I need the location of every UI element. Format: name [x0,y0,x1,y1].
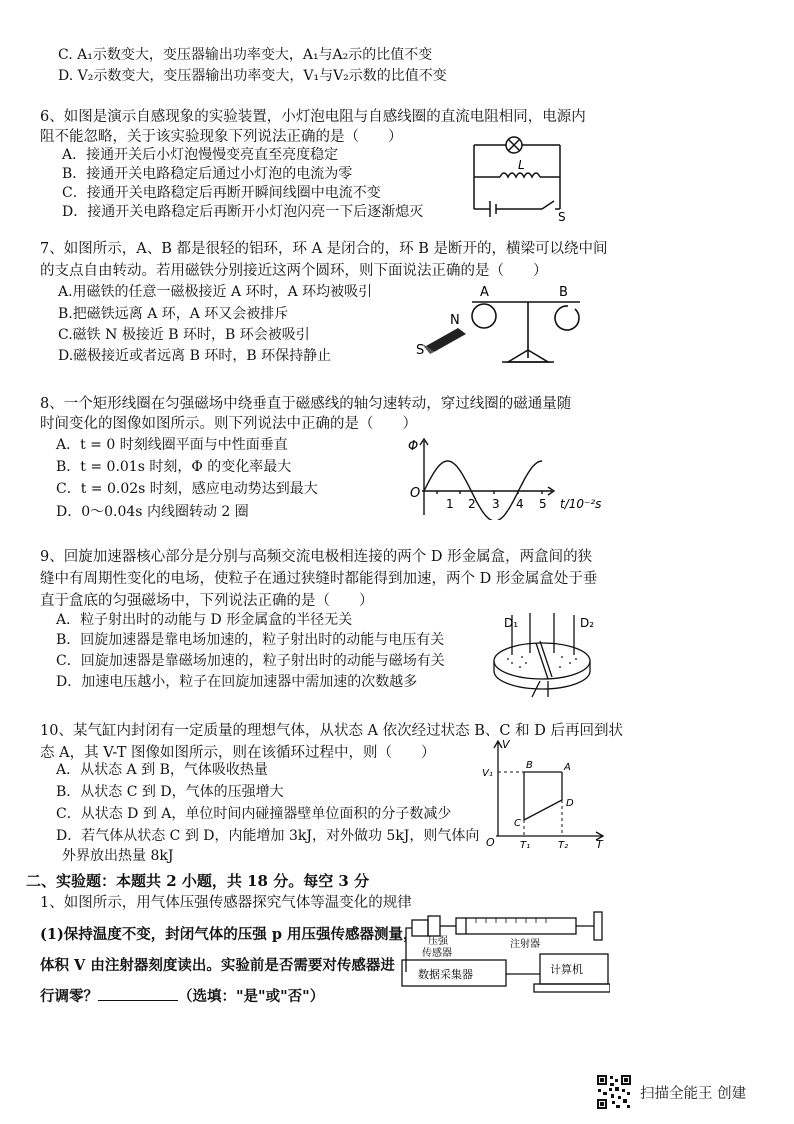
exp1-apparatus-figure [400,900,610,998]
section-2-heading: 二、实验题：本题共 2 小题，共 18 分。每空 3 分 [26,872,370,890]
q8-flux-graph [402,435,612,520]
q9-fig-label-d2: D₂ [580,616,595,630]
q10-fig-v1: V₁ [482,768,493,779]
q8-stem-line1: 8、一个矩形线圈在匀强磁场中绕垂直于磁感线的轴匀速转动，穿过线圈的磁通量随 [40,396,572,412]
q8-ylabel: Φ [408,439,419,454]
q8-tick-3: 3 [492,497,500,511]
exp1-part1-line3 [40,986,324,1007]
q7-rings-figure [412,280,592,370]
q6-stem-line2: 阻不能忽略，关于该实验现象下列说法正确的是（ ） [40,129,403,145]
q7-stem-line2: 的支点自由转动。若用磁铁分别接近这两个圆环，则下面说法正确的是（ ） [40,263,548,279]
exp1-question-text: 行调零？ [40,988,98,1005]
exp1-fig-collector-label: 数据采集器 [418,968,473,981]
q8-option-b: B．t = 0.01s 时刻，Φ 的变化率最大 [56,459,292,475]
q6-circuit-figure [462,127,592,222]
q8-tick-4: 4 [516,497,524,511]
q9-option-b: B．回旋加速器是靠电场加速的，粒子射出时的动能与电压有关 [56,632,445,648]
q9-fig-label-d1: D₁ [504,616,519,630]
prev-option-c: C. A₁示数变大，变压器输出功率变大，A₁与A₂示的比值不变 [58,47,433,63]
q10-option-c: C．从状态 D 到 A，单位时间内碰撞器壁单位面积的分子数减少 [56,806,452,822]
q6-option-d: D．接通开关电路稳定后再断开小灯泡闪亮一下后逐渐熄灭 [62,204,424,220]
q10-stem-line2: 态 A，其 V-T 图像如图所示，则在该循环过程中，则（ ） [40,745,436,761]
exp1-fig-computer-label: 计算机 [550,963,583,976]
q9-stem-line2: 缝中有周期性变化的电场，使粒子在通过狭缝时都能得到加速，两个 D 形金属盒处于垂 [40,571,598,587]
q10-fig-point-a: A [564,762,571,773]
q6-fig-label-l: L [518,158,525,172]
q10-vt-graph [478,736,608,848]
q10-option-b: B．从状态 C 到 D，气体的压强增大 [56,784,284,800]
q8-tick-2: 2 [468,497,476,511]
q10-fig-t1: T₁ [520,840,531,848]
exp1-fig-sensor-label-2: 传感器 [422,948,452,959]
exp1-part1-line2: 体积 V 由注射器刻度读出。实验前是否需要对传感器进 [40,957,395,974]
qr-code-icon [596,1074,632,1110]
exp1-answer-blank[interactable] [98,986,178,1001]
q6-option-c: C．接通开关电路稳定后再断开瞬间线圈中电流不变 [62,185,381,201]
exp1-fig-syringe-label: 注射器 [510,939,540,950]
q7-fig-label-a: A [480,285,489,300]
q7-bar-magnet [422,328,466,354]
q10-fig-axis-v: V [502,738,510,751]
q7-option-d: D.磁极接近或者远离 B 环时，B 环保持静止 [58,348,332,364]
q6-stem-line1: 6、如图是演示自感现象的实验装置，小灯泡电阻与自感线圈的直流电阻相同，电源内 [40,109,586,125]
q8-stem-line2: 时间变化的图像如图所示。则下列说法中正确的是（ ） [40,416,417,432]
q10-option-a: A．从状态 A 到 B，气体吸收热量 [56,762,268,778]
prev-option-d: D. V₂示数变大，变压器输出功率变大，V₁与V₂示数的比值不变 [58,68,447,84]
exp1-stem: 1、如图所示，用气体压强传感器探究气体等温变化的规律 [40,895,412,911]
q7-fig-label-b: B [559,285,568,300]
scanner-brand-text: 扫描全能王 创建 [640,1085,747,1102]
q10-fig-point-b: B [526,760,533,771]
q7-option-b: B.把磁铁远离 A 环，A 环又会被排斥 [58,306,289,322]
q8-tick-5: 5 [539,497,547,511]
q6-fig-label-s: S [558,210,566,222]
q9-cyclotron-figure [482,605,612,700]
exp1-part1-line1: (1)保持温度不变，封闭气体的压强 p 用压强传感器测量， [40,926,418,943]
q9-option-d: D．加速电压越小，粒子在回旋加速器中需加速的次数越多 [56,674,418,690]
exp1-fig-sensor-label-1: 压强 [428,936,448,947]
q8-option-c: C．t = 0.02s 时刻，感应电动势达到最大 [56,481,318,497]
q10-option-d-line1: D．若气体从状态 C 到 D，内能增加 3kJ，对外做功 5kJ，则气体向 [56,828,480,844]
q9-option-c: C．回旋加速器是靠磁场加速的，粒子射出时的动能与磁场有关 [56,653,445,669]
q10-option-d-line2: 外界放出热量 8kJ [62,848,174,864]
q7-option-a: A.用磁铁的任意一磁极接近 A 环时，A 环均被吸引 [58,284,373,300]
q10-stem-line1: 10、某气缸内封闭有一定质量的理想气体，从状态 A 依次经过状态 B、C 和 D 后再回到状 [40,723,623,739]
q8-tick-1: 1 [446,497,454,511]
q10-fig-axis-t: T [596,838,603,848]
q7-fig-label-s: S [416,343,425,358]
q10-fig-t2: T₂ [558,840,569,848]
exp1-answer-hint: （选填："是"或"否"） [178,988,325,1005]
q7-fig-label-n: N [450,313,460,328]
q7-stem-line1: 7、如图所示，A、B 都是很轻的铝环，环 A 是闭合的，环 B 是断开的，横梁可以绕中间 [40,241,608,257]
q10-fig-point-c: C [514,818,521,829]
scanner-watermark [596,1074,746,1110]
q8-xlabel: t/10⁻²s [560,497,602,511]
q6-option-b: B．接通开关电路稳定后通过小灯泡的电流为零 [62,166,353,182]
q8-origin: O [410,486,421,501]
q8-option-a: A．t = 0 时刻线圈平面与中性面垂直 [56,437,288,453]
q7-option-c: C.磁铁 N 极接近 B 环时，B 环会被吸引 [58,327,310,343]
q10-fig-origin: O [486,836,495,848]
q9-stem-line1: 9、回旋加速器核心部分是分别与高频交流电极相连接的两个 D 形金属盒，两盒间的狭 [40,549,593,565]
q6-option-a: A．接通开关后小灯泡慢慢变亮直至亮度稳定 [62,147,339,163]
q10-fig-point-d: D [566,798,574,809]
q9-stem-line3: 直于盒底的匀强磁场中，下列说法正确的是（ ） [40,593,374,609]
q9-option-a: A．粒子射出时的动能与 D 形金属盒的半径无关 [56,612,353,628]
q8-option-d: D．0～0.04s 内线圈转动 2 圈 [56,504,249,520]
